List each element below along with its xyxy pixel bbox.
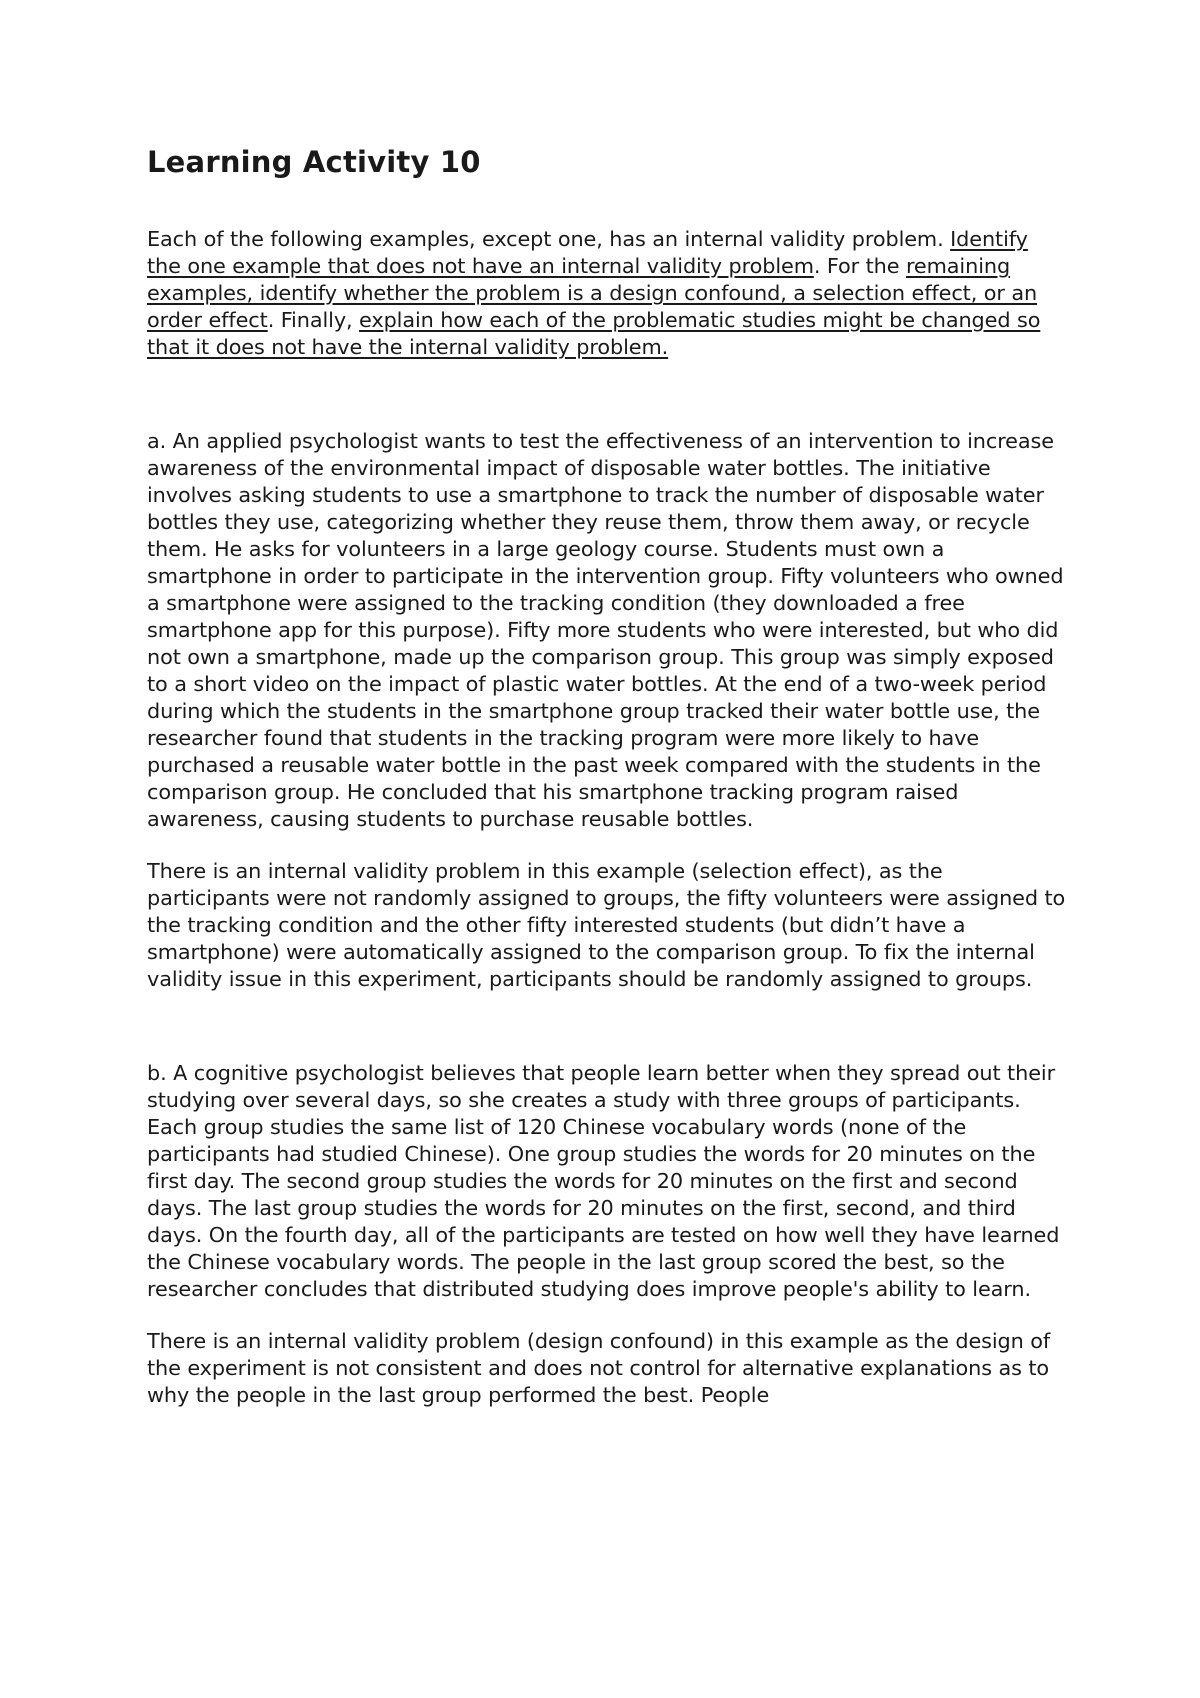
spacer [147, 833, 1067, 858]
instructions-underlined-identify: Identify the one example that does not have an internal validity problem [147, 226, 1028, 278]
example-a-answer: There is an internal validity problem in this example (selection effect), as the participants were not randomly assigned to groups, the fifty volunteers were assigned to the tracking condition and the other fifty interested students (but didn’t have a smartphone) were automatically assigned to the comparison group. To fix the internal validity issue in this experiment, participants should be randomly assigned to groups. [147, 858, 1066, 991]
example-a-question: a. An applied psychologist wants to test the effectiveness of an intervention to increase awareness of the environmental impact of disposable water bottles. The initiative involves asking students to use a smartphone to track the number of disposable water bottles they use, categorizing whether they reuse them, throw them away, or recycle them. He asks for volunteers in a large geology course. Students must own a smartphone in order to participate in the intervention group. Fifty volunteers who owned a smartphone were assigned to the tracking condition (they downloaded a free smartphone app for this purpose). Fifty more students who were interested, but who did not own a smartphone, made up the comparison group. This group was simply exposed to a short video on the impact of plastic water bottles. At the end of a two-week period during which the students in the smartphone group tracked their water bottle use, the researcher found that students in the tracking program were more likely to have purchased a reusable water bottle in the past week compared with the students in the comparison group. He concluded that his smartphone tracking program raised awareness, causing students to purchase reusable bottles. [147, 428, 1064, 831]
instructions-text: Each of the following examples, except one, has an internal validity problem. [147, 226, 951, 251]
spacer [147, 361, 1067, 428]
page-title: Learning Activity 10 [147, 145, 481, 179]
instructions-underlined-remaining: remaining examples, identify whether the problem is a design confound, a selection effect, or an order effect [147, 253, 1038, 332]
spacer [147, 993, 1067, 1060]
instructions-text: . Finally, [267, 307, 360, 332]
example-b-question: b. A cognitive psychologist believes that people learn better when they spread out their studying over several days, so she creates a study with three groups of participants. Each group studies the same list of 120 Chinese vocabulary words (none of the participants had studied Chinese). One group studies the words for 20 minutes on the first day. The second group studies the words for 20 minutes on the first and second days. The last group studies the words for 20 minutes on the first, second, and third days. On the fourth day, all of the participants are tested on how well they have learned the Chinese vocabulary words. The people in the last group scored the best, so the researcher concludes that distributed studying does improve people's ability to learn. [147, 1060, 1060, 1301]
document-page [147, 145, 1067, 1409]
example-b-answer: There is an internal validity problem (design confound) in this example as the design of the experiment is not consistent and does not control for alternative explanations as to why the people in the last group performed the best. People [147, 1328, 1051, 1407]
spacer [147, 1303, 1067, 1328]
instructions-paragraph [147, 226, 1067, 361]
instructions-underlined-explain: explain how each of the problematic studies might be changed so that it does not have the internal validity problem. [147, 307, 1041, 359]
instructions-text: . For the [813, 253, 906, 278]
